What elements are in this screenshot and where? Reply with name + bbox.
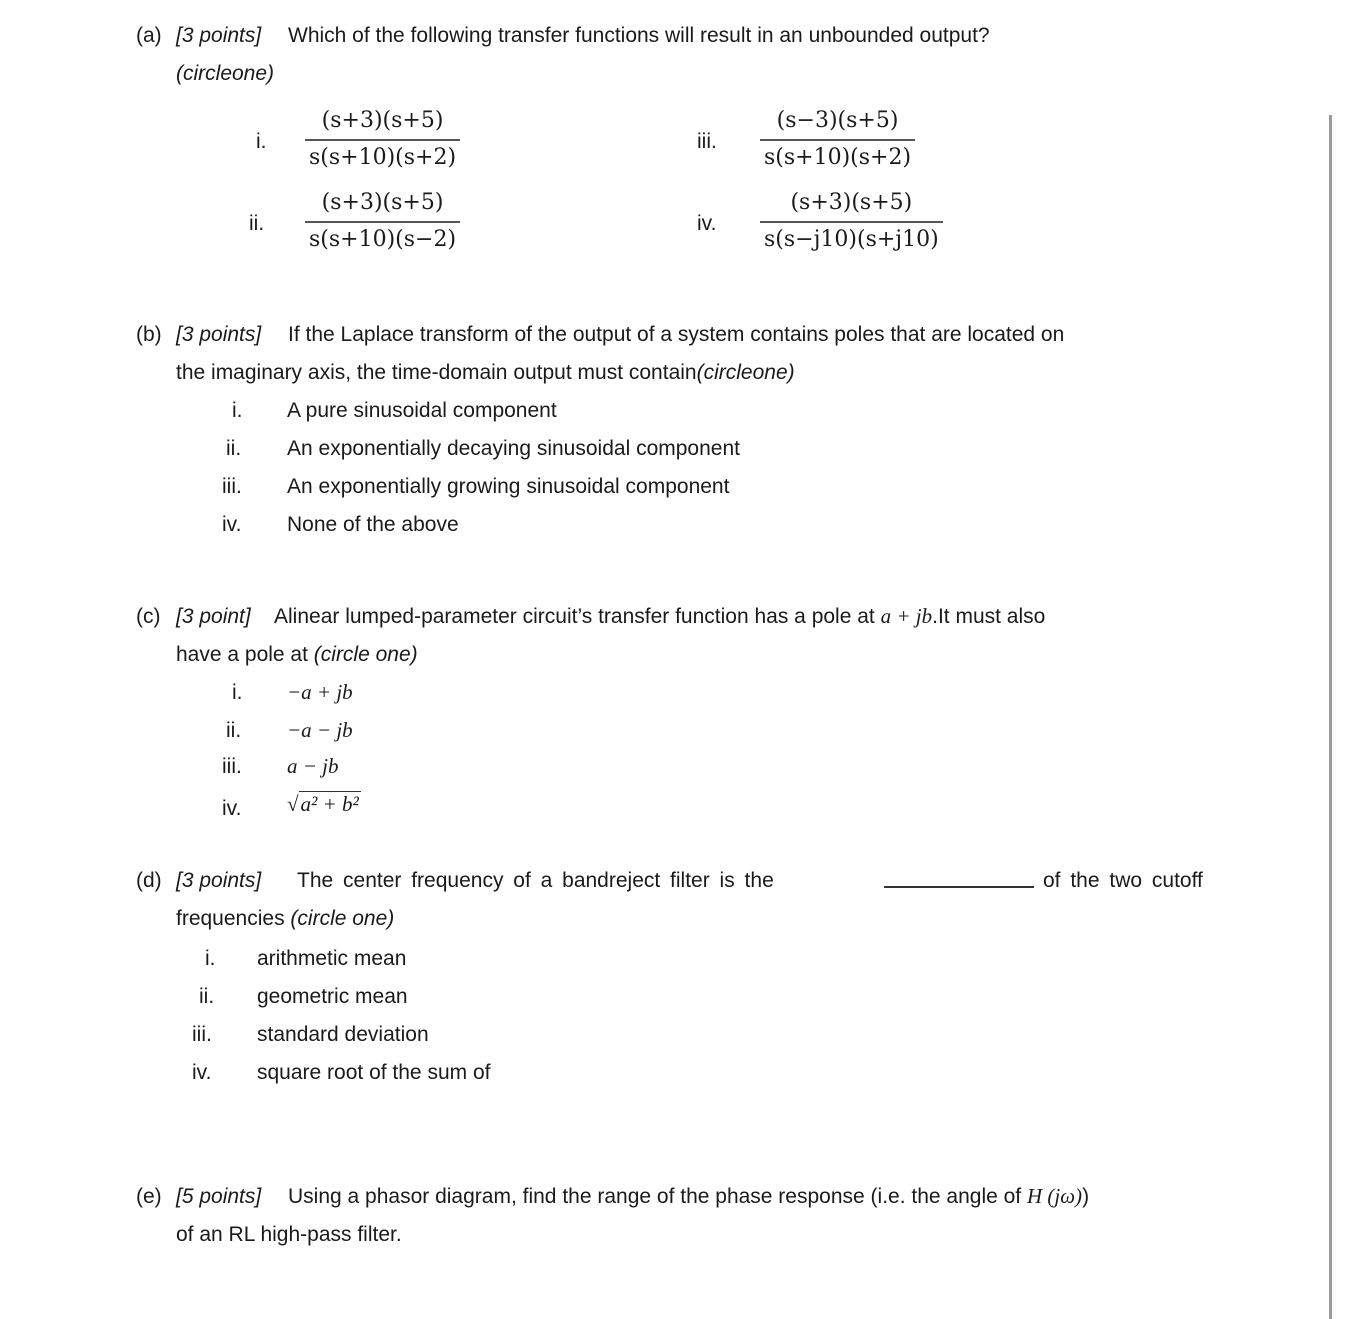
option-d-iv-text: square root of the sum of [257, 1061, 491, 1084]
question-e-line1-tail: ) [1082, 1185, 1090, 1208]
question-c-pole-expression: a + jb [880, 604, 933, 628]
question-d-label: (d) [136, 869, 162, 892]
question-e-line1 [288, 1186, 1089, 1207]
question-d-instruction: (circle one) [290, 907, 395, 930]
option-a-i-fraction [305, 110, 460, 169]
option-a-i-number: i. [256, 130, 267, 153]
option-a-iii-number: iii. [697, 130, 717, 153]
option-d-ii-number: ii. [199, 985, 215, 1008]
option-a-iii-numerator: (s−3)(s+5) [776, 108, 899, 133]
option-a-i-denominator: s(s+10)(s+2) [309, 145, 457, 170]
question-d-points: [3 points] [176, 869, 262, 892]
question-a-label: (a) [136, 24, 162, 47]
question-c-instruction: (circle one) [313, 643, 418, 666]
option-a-ii-number: ii. [249, 212, 265, 235]
question-c-label: (c) [136, 605, 161, 628]
question-b-instruction: (circleone) [696, 361, 795, 384]
option-a-iii-denominator: s(s+10)(s+2) [764, 145, 912, 170]
question-a-text: Which of the following transfer functions will result in an unbounded output? [288, 24, 990, 47]
option-c-iii-number: iii. [222, 755, 242, 778]
question-d-line2-text: frequencies [176, 907, 285, 930]
option-b-ii-number: ii. [226, 437, 242, 460]
option-d-ii-text: geometric mean [257, 985, 408, 1008]
question-a-points: [3 points] [176, 24, 262, 47]
option-a-iv-fraction [760, 192, 943, 251]
fraction-bar [305, 139, 460, 141]
question-e-line2: of an RL high-pass filter. [176, 1223, 402, 1246]
option-a-i-numerator: (s+3)(s+5) [321, 108, 444, 133]
question-b-label: (b) [136, 323, 162, 346]
question-d-line1-tail: of the two cutoff [1043, 869, 1203, 892]
question-c-line1 [274, 606, 1045, 627]
option-d-iv-number: iv. [192, 1061, 212, 1084]
option-c-iv-sqrt [287, 794, 361, 815]
option-c-iii-text: a − jb [287, 754, 339, 778]
option-c-i-text: −a + jb [287, 680, 353, 704]
fraction-bar [305, 221, 460, 223]
fraction-bar [760, 221, 943, 223]
option-d-i-text: arithmetic mean [257, 947, 407, 970]
option-b-iii-number: iii. [222, 475, 242, 498]
question-c-line1-text: Alinear lumped-parameter circuit’s transfer function has a pole at [274, 605, 875, 628]
question-c-points: [3 point] [176, 605, 251, 628]
option-b-ii-text: An exponentially decaying sinusoidal component [287, 437, 740, 460]
option-a-ii-denominator: s(s+10)(s−2) [309, 227, 457, 252]
question-e-points: [5 points] [176, 1185, 262, 1208]
option-b-iv-number: iv. [222, 513, 242, 536]
option-c-i-number: i. [232, 681, 243, 704]
option-a-iv-number: iv. [697, 212, 717, 235]
question-c-line1-tail: .It must also [932, 605, 1046, 628]
question-e-line1-text: Using a phasor diagram, find the range of the phase response (i.e. the angle of [288, 1185, 1022, 1208]
option-c-ii-text: −a − jb [287, 718, 353, 742]
option-b-i-text: A pure sinusoidal component [287, 399, 557, 422]
option-a-iv-denominator: s(s−j10)(s+j10) [764, 227, 939, 252]
question-a-instruction: (circleone) [176, 62, 275, 85]
option-b-iv-text: None of the above [287, 513, 459, 536]
option-b-iii-text: An exponentially growing sinusoidal component [287, 475, 730, 498]
option-d-i-number: i. [205, 947, 216, 970]
option-a-ii-numerator: (s+3)(s+5) [321, 190, 444, 215]
sqrt-radical-icon: √ [287, 792, 299, 816]
option-c-iv-text: a² + b² [300, 792, 359, 816]
answer-blank [884, 870, 1034, 892]
question-b-line2 [176, 362, 795, 383]
question-d-line2 [176, 908, 394, 929]
option-b-i-number: i. [232, 399, 243, 422]
question-e-label: (e) [136, 1185, 162, 1208]
question-b-line1: If the Laplace transform of the output of a system contains poles that are located on [288, 323, 1065, 346]
option-c-ii-number: ii. [226, 719, 242, 742]
option-d-iii-text: standard deviation [257, 1023, 429, 1046]
option-a-iii-fraction [760, 110, 915, 169]
question-b-line2-text: the imaginary axis, the time-domain output must contain [176, 361, 697, 384]
page-edge-rule [1329, 115, 1332, 1319]
question-d-line1-text: The center frequency of a bandreject filter is the [297, 869, 774, 892]
question-b-points: [3 points] [176, 323, 262, 346]
option-a-ii-fraction [305, 192, 460, 251]
question-e-transfer-function: H (jω) [1026, 1184, 1083, 1208]
option-d-iii-number: iii. [192, 1023, 212, 1046]
option-c-iv-number: iv. [222, 797, 242, 820]
fraction-bar [760, 139, 915, 141]
question-c-line2 [176, 644, 418, 665]
option-a-iv-numerator: (s+3)(s+5) [790, 190, 913, 215]
question-c-line2-text: have a pole at [176, 643, 308, 666]
